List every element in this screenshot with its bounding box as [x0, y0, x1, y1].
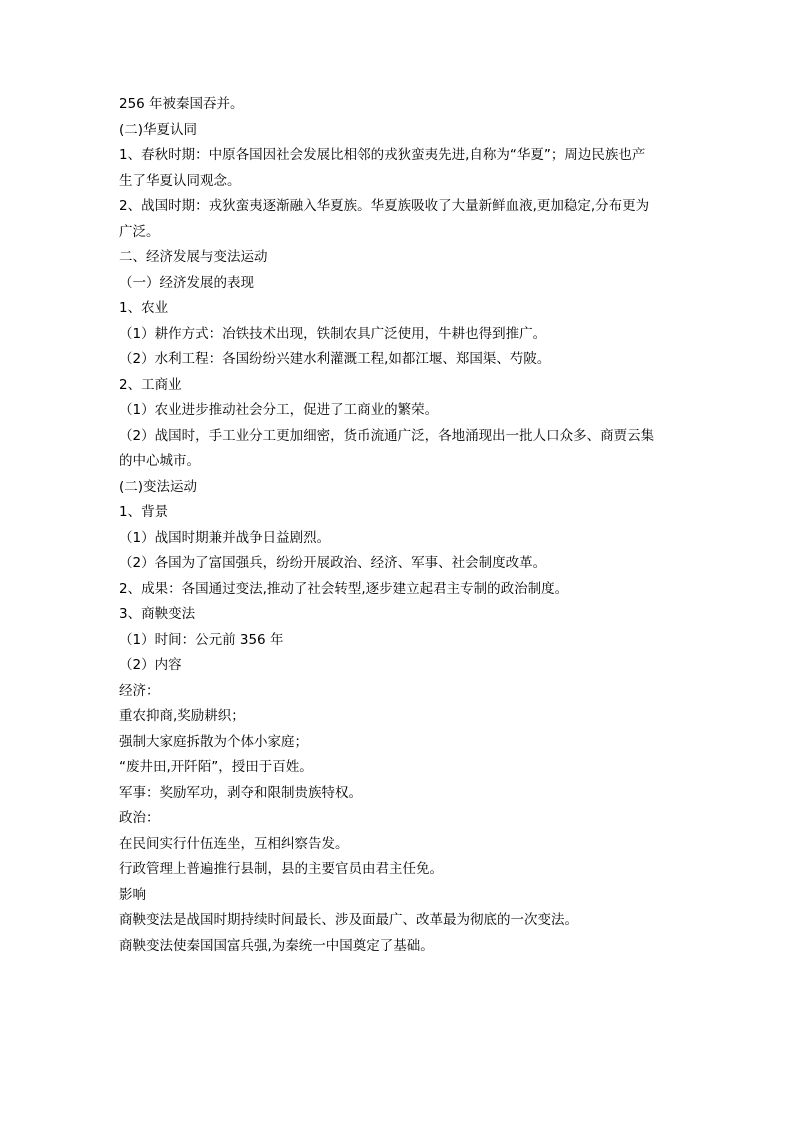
text-line: （1）时间：公元前 356 年 — [119, 631, 284, 648]
subsection-heading: 1、背景 — [119, 504, 169, 520]
text-line: 商鞅变法使秦国国富兵强,为秦统一中国奠定了基础。 — [119, 937, 434, 954]
text-line: （2）各国为了富国强兵，纷纷开展政治、经济、军事、社会制度改革。 — [119, 555, 547, 571]
section-heading: （一）经济发展的表现 — [119, 274, 254, 291]
text-line: 在民间实行什伍连坐，互相纠察告发。 — [119, 835, 349, 852]
subsection-heading: 2、工商业 — [119, 376, 182, 393]
text-line: 行政管理上普遍推行县制，县的主要官员由君主任免。 — [119, 861, 443, 877]
section-heading: (二)变法运动 — [119, 478, 198, 495]
subsection-heading: 1、农业 — [119, 300, 169, 316]
text-line: 政治： — [119, 810, 160, 826]
text-line: （1）农业进步推动社会分工，促进了工商业的繁荣。 — [119, 402, 439, 418]
text-line: 生了华夏认同观念。 — [119, 172, 241, 189]
text-line: 256 年被秦国吞并。 — [119, 96, 244, 112]
text-line: （2）内容 — [119, 657, 182, 673]
text-line: 强制大家庭拆散为个体小家庭； — [119, 733, 308, 750]
text-line: 军事：奖励军功，剥夺和限制贵族特权。 — [119, 784, 362, 801]
text-line: （1）战国时期兼并战争日益剧烈。 — [119, 529, 331, 546]
document-body — [119, 92, 679, 959]
text-line: 广泛。 — [119, 223, 160, 240]
text-line: 2、成果：各国通过变法,推动了社会转型,逐步建立起君主专制的政治制度。 — [119, 580, 569, 597]
text-line: 1、春秋时期：中原各国因社会发展比相邻的戎狄蛮夷先进,自称为“华夏”；周边民族也产 — [119, 147, 646, 163]
text-line: （1）耕作方式：冶铁技术出现，铁制农具广泛使用，牛耕也得到推广。 — [119, 325, 547, 342]
section-heading: (二)华夏认同 — [119, 121, 198, 138]
subsection-heading: 3、商鞅变法 — [119, 606, 196, 622]
text-line: （2）战国时，手工业分工更加细密，货币流通广泛，各地涌现出一批人口众多、商贾云集 — [119, 427, 655, 444]
text-line: 的中心城市。 — [119, 453, 200, 469]
text-line: 影响 — [119, 886, 146, 903]
text-line: “废井田,开阡陌”，授田于百姓。 — [119, 759, 313, 775]
text-line: 经济： — [119, 682, 160, 699]
text-line: 2、战国时期：戎狄蛮夷逐渐融入华夏族。华夏族吸收了大量新鲜血液,更加稳定,分布更为 — [119, 198, 650, 214]
text-line: 商鞅变法是战国时期持续时间最长、涉及面最广、改革最为彻底的一次变法。 — [119, 912, 578, 928]
section-heading: 二、经济发展与变法运动 — [119, 249, 268, 265]
text-line: 重农抑商,奖励耕织； — [119, 708, 245, 724]
text-line: （2）水利工程：各国纷纷兴建水利灌溉工程,如都江堰、郑国渠、芍陂。 — [119, 351, 551, 367]
